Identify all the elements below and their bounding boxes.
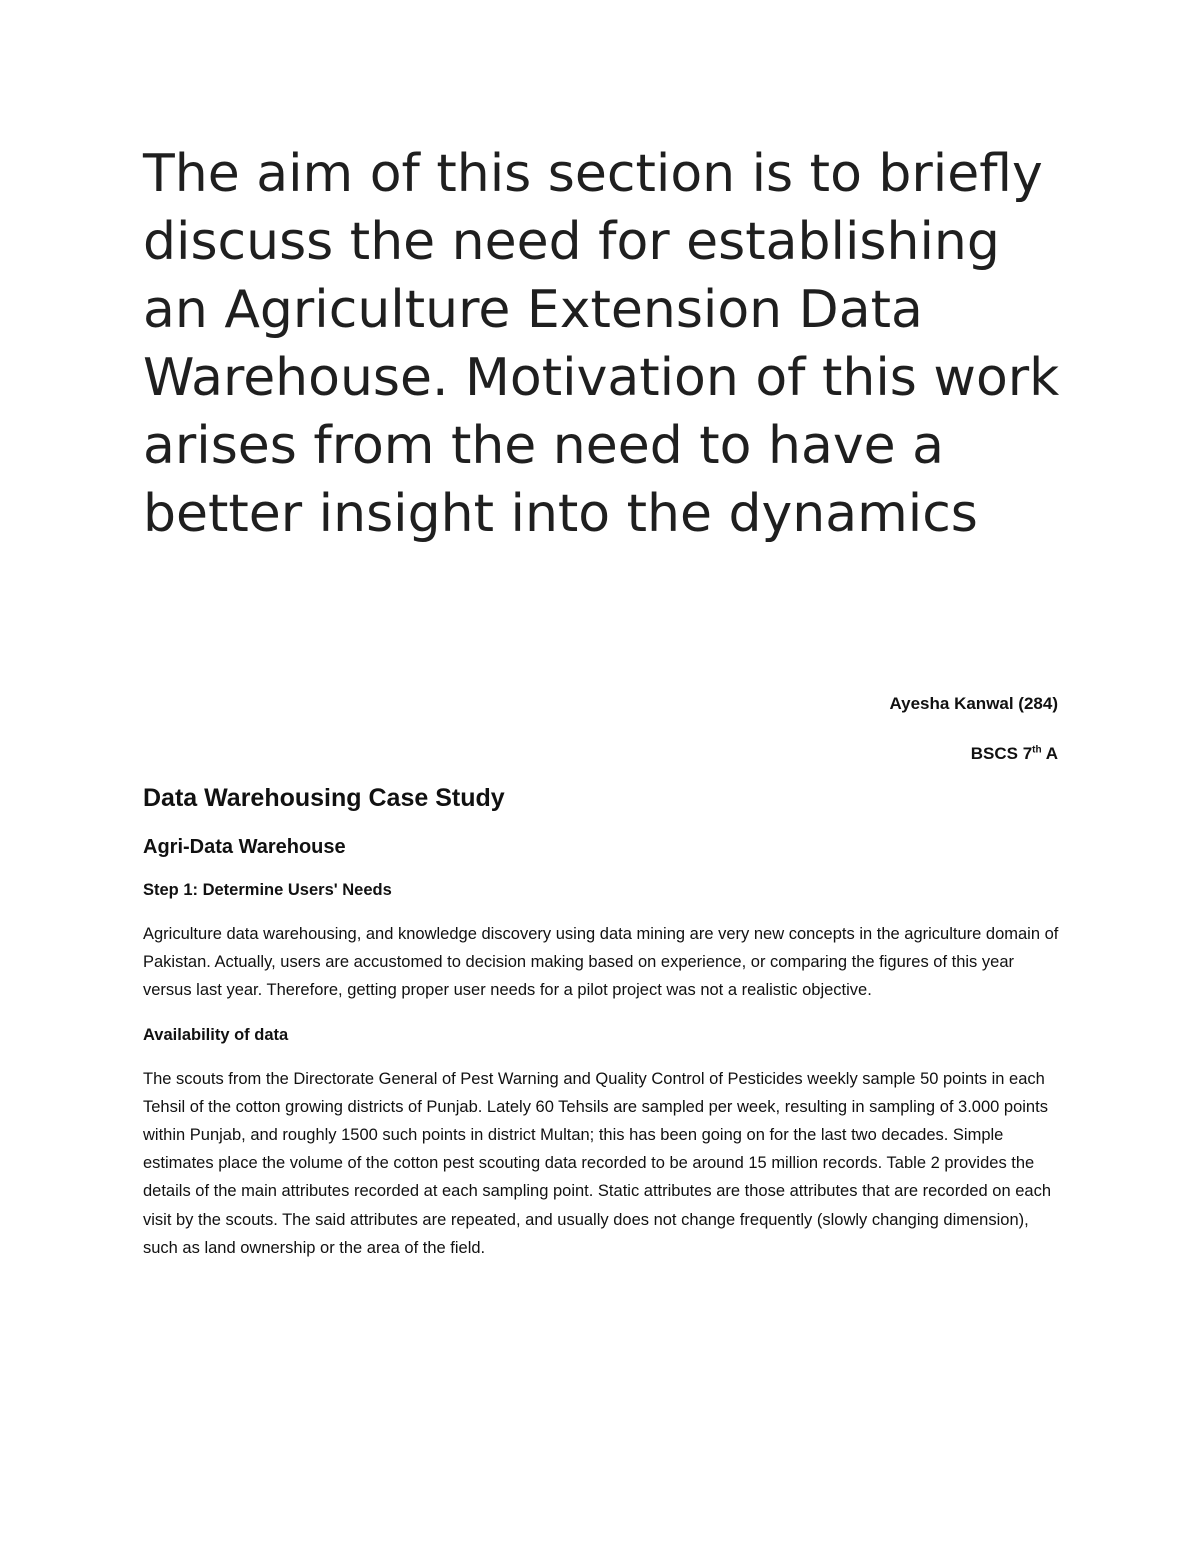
case-study-title: Data Warehousing Case Study [143,784,505,812]
intro-heading: The aim of this section is to briefly discuss the need for establishing an Agriculture Extension Data Warehouse. Motivation of this work arises from the need to have a better insight into the dynamics [143,144,1060,544]
case-study-subtitle: Agri-Data Warehouse [143,836,346,858]
author-name: Ayesha Kanwal (284) [889,694,1058,713]
availability-heading: Availability of data [143,1025,289,1044]
author-class-superscript: th [1032,744,1042,756]
case-study-content [143,778,1063,1262]
author-class [600,740,1058,768]
availability-paragraph: The scouts from the Directorate General of Pest Warning and Quality Control of Pesticides weekly sample 50 points in each Tehsil of the cotton growing districts of Punjab. Lately 60 Tehsils are sampled per week, resulting in sampling of 3.000 points within Punjab, and roughly 1500 such points in district Multan; this has been going on for the last two decades. Simple estimates place the volume of the cotton pest scouting data recorded to be around 15 million records. Table 2 provides the details of the main attributes recorded at each sampling point. Static attributes are those attributes that are recorded on each visit by the scouts. The said attributes are repeated, and usually does not change frequently (slowly changing dimension), such as land ownership or the area of the field. [143,1069,1052,1257]
step1-paragraph: Agriculture data warehousing, and knowledge discovery using data mining are very new concepts in the agriculture domain of Pakistan. Actually, users are accustomed to decision making based on experience, or comparing the figures of this year versus last year. Therefore, getting proper user needs for a pilot project was not a realistic objective. [143,925,1059,1000]
author-block [600,690,1058,768]
step1-heading: Step 1: Determine Users' Needs [143,881,392,899]
author-class-prefix: BSCS 7 [970,744,1033,763]
author-class-suffix: A [1041,744,1058,763]
